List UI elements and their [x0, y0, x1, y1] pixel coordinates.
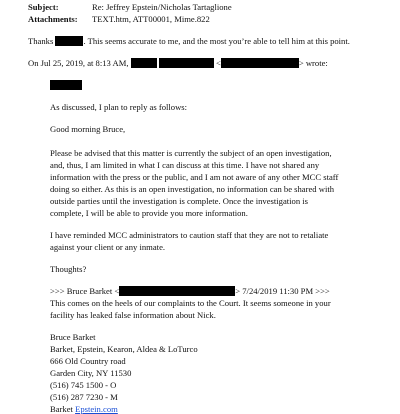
paragraph-line: Please be advised that this matter is currently the subject of an open investigation, — [50, 148, 332, 158]
wrote-line — [28, 58, 328, 68]
recipient-line — [50, 80, 82, 90]
reply-line — [28, 36, 350, 46]
thoughts-text: Thoughts? — [50, 264, 87, 274]
paragraph-line: complete, I will be able to provide you more information. — [50, 208, 248, 218]
greeting-text: Good morning Bruce, — [50, 124, 126, 134]
signature-line: Barket, Epstein, Kearon, Aldea & LoTurco — [50, 344, 198, 354]
signature-line: (516) 745 1500 - O — [50, 380, 117, 390]
attachments-value: TEXT.htm, ATT00001, Mime.822 — [92, 14, 210, 24]
signature-web-line — [50, 404, 118, 414]
quoted-date: > 7/24/2019 11:30 PM >>> — [235, 286, 330, 296]
paragraph-line: I have reminded MCC administrators to caution staff that they are not to retaliate — [50, 230, 329, 240]
paragraph-line: doing so either. As this is an open investigation, no information can be shared with — [50, 184, 335, 194]
barket-text: Barket — [50, 404, 73, 414]
paragraph-line: outside parties until the investigation is complete. Once the investigation is — [50, 196, 309, 206]
redaction-box — [159, 58, 214, 68]
quoted-line: facility has leaked false information about Nick. — [50, 310, 216, 320]
thanks-text: Thanks — [28, 36, 54, 46]
signature-line: (516) 287 7230 - M — [50, 392, 118, 402]
paragraph-line: and, thus, I am limited in what I can discuss at this time. I have not shared any — [50, 160, 320, 170]
quoted-line: This comes on the heels of our complaints to the Court. It seems someone in your — [50, 298, 331, 308]
redaction-box — [119, 286, 235, 296]
wrote-on-text: On Jul 25, 2019, at 8:13 AM, — [28, 58, 129, 68]
intro-text: As discussed, I plan to reply as follows: — [50, 102, 188, 112]
wrote-text: > wrote: — [298, 58, 328, 68]
redaction-box — [55, 36, 83, 46]
redaction-box — [50, 80, 82, 90]
angle-open: < — [215, 58, 221, 68]
signature-line: 666 Old Country road — [50, 356, 126, 366]
subject-label: Subject: — [28, 2, 59, 12]
epstein-link[interactable]: Epstein.com — [75, 404, 118, 414]
quoted-prefix: >>> Bruce Barket < — [50, 286, 120, 296]
subject-row — [28, 2, 232, 12]
redaction-box — [221, 58, 299, 68]
paragraph-line: against your client or any inmate. — [50, 242, 166, 252]
paragraph-line: information with the press or the public, and I am not aware of any other MCC staff — [50, 172, 339, 182]
quoted-header — [50, 286, 330, 296]
attachments-row — [28, 14, 210, 24]
redaction-box — [131, 58, 157, 68]
reply-text: . This seems accurate to me, and the most you’re able to tell him at this point. — [83, 36, 350, 46]
subject-value: Re: Jeffrey Epstein/Nicholas Tartaglione — [92, 2, 232, 12]
attachments-label: Attachments: — [28, 14, 78, 24]
signature-line: Garden City, NY 11530 — [50, 368, 132, 378]
signature-line: Bruce Barket — [50, 332, 96, 342]
